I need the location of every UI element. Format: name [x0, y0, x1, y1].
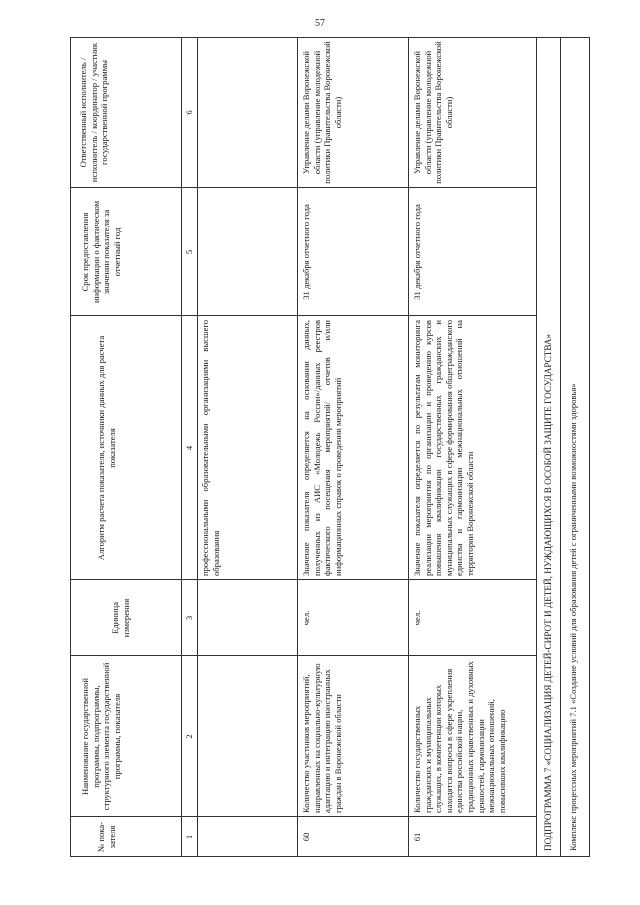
column-number: 1: [184, 834, 194, 840]
responsible-executor: Управление делами Воронежской области (управление молодежной политики Правительства Воронежской области): [412, 41, 454, 184]
header-algorithm: Алгоритм расчета показателя, источники данных для расчета показателя: [96, 335, 117, 561]
indicator-name: Количество участников мероприятий, направленных на социально-культурную адаптацию и интеграцию иностранных граждан в Воронежской области: [301, 663, 343, 813]
header-responsible: Ответственный исполнитель / исполнитель / координатор / участник государственной программы: [78, 42, 110, 183]
column-number: 2: [184, 734, 194, 739]
reporting-deadline: 31 декабря отчетного года: [412, 204, 422, 300]
unit-of-measure: чел.: [412, 610, 422, 626]
reporting-deadline: 31 декабря отчетного года: [301, 204, 311, 300]
continuation-text: профессиональными образовательными организациями высшего образования: [200, 320, 221, 576]
header-deadline: Срок предоставления информации о фактическом значении показателя за отчетный год: [80, 200, 122, 304]
page-number: 57: [315, 18, 325, 29]
calculation-algorithm: Значение показателя определяется на основании данных, полученных из АИС «Молодежь России»/данных реестров фактического посещения мероприятий/ отчетов и/или информационных справок о проведении мероприятий: [301, 320, 343, 576]
rotated-table: [70, 37, 590, 857]
row-divider: [536, 37, 537, 857]
subprogram-title: ПОДПРОГРАММА 7 «СОЦИАЛИЗАЦИЯ ДЕТЕЙ-СИРОТ И ДЕТЕЙ, НУЖДАЮЩИХСЯ В ОСОБОЙ ЗАЩИТЕ ГОСУДАРСТВА»: [543, 333, 553, 851]
header-name: Наименование государственной программы, подпрограммы, структурного элемента государственной программы, показателя: [80, 662, 122, 811]
row-number: 60: [301, 832, 311, 842]
row-divider: [560, 37, 561, 857]
indicator-name: Количество государственных гражданских и муниципальных служащих, в компетенции которых находятся вопросы в сфере укрепления единства российской нации, традиционных нравственных и духовных ценностей, гармонизации межнациональных отношений, повысивших квалификацию: [412, 661, 507, 813]
unit-of-measure: чел.: [301, 610, 311, 626]
column-number: 6: [184, 110, 194, 115]
row-divider: [408, 37, 409, 857]
header-unit: Единица измерения: [110, 598, 131, 638]
header-number: № пока-зателя: [96, 822, 117, 852]
complex-title: Комплекс процессных мероприятий 7.1 «Создание условий для образования детей с ограниченными возможностями здоровья»: [568, 383, 578, 851]
column-number: 3: [184, 615, 194, 621]
row-divider: [297, 37, 298, 857]
row-number: 61: [412, 832, 422, 842]
calculation-algorithm: Значение показателя определяется по результатам мониторинга реализации мероприятия по организации и проведению курсов повышения квалификации государственных гражданских и муниципальных служащих в сфере формирования общегражданского единства и гармонизации межнациональных отношений на территории Воронежской области: [412, 320, 475, 576]
responsible-executor: Управление делами Воронежской области (управление молодежной политики Правительства Воронежской области): [301, 41, 343, 184]
column-number: 5: [184, 249, 194, 255]
column-number: 4: [184, 445, 194, 451]
